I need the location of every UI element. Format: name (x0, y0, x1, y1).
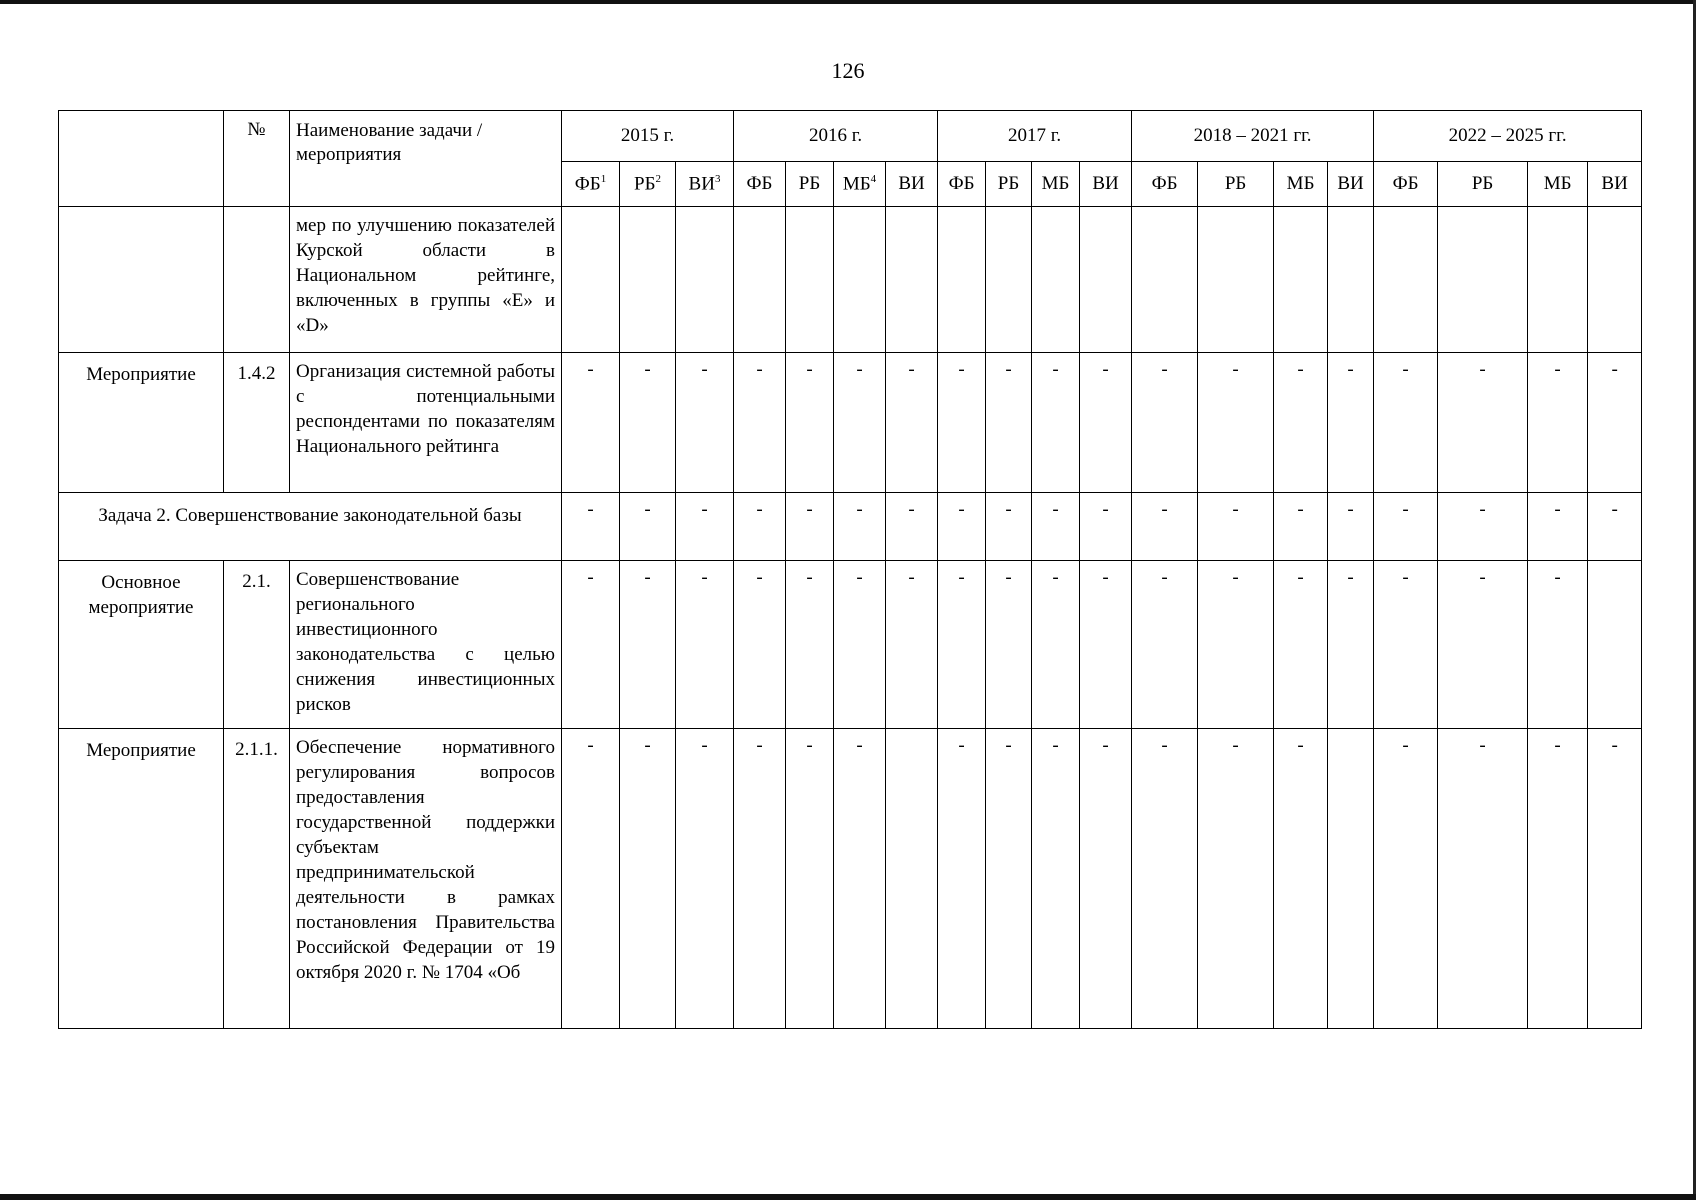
funding-value: - (676, 729, 734, 1029)
source-label: ВИ (1601, 173, 1628, 194)
header-source-15 (1374, 162, 1438, 207)
funding-value (1588, 207, 1642, 353)
footnote-marker: 3 (714, 172, 721, 185)
source-label: ФБ (746, 173, 773, 194)
event-name: Обеспечение нормативного регулирования вопросов предоставления государственной поддержки субъектам предпринимательской деятельности в рамках постановления Правительства Российской Федерации от 19 октября 2020 г. № 1704 «Об (290, 729, 562, 1029)
event-number: 2.1.1. (224, 729, 290, 1029)
header-source-1 (620, 162, 676, 207)
source-label: РБ (1224, 173, 1247, 194)
funding-value: - (1374, 729, 1438, 1029)
funding-value: - (786, 561, 834, 729)
header-source-3 (734, 162, 786, 207)
funding-value (1438, 207, 1528, 353)
funding-value: - (986, 561, 1032, 729)
funding-value: - (1528, 493, 1588, 561)
funding-value: - (1588, 493, 1642, 561)
funding-value: - (938, 561, 986, 729)
header-kind-cell (59, 111, 224, 207)
funding-value: - (1198, 729, 1274, 1029)
header-number: № (224, 111, 290, 207)
funding-value: - (1132, 493, 1198, 561)
funding-value: - (1438, 493, 1528, 561)
table-row (59, 561, 1642, 729)
header-source-2 (676, 162, 734, 207)
funding-value: - (1032, 729, 1080, 1029)
header-year-2022-2025: 2022 – 2025 гг. (1374, 111, 1642, 162)
header-source-16 (1438, 162, 1528, 207)
funding-value: - (562, 493, 620, 561)
funding-value: - (1274, 493, 1328, 561)
funding-value: - (938, 493, 986, 561)
funding-value: - (786, 353, 834, 493)
header-source-18 (1588, 162, 1642, 207)
source-label: ФБ (948, 173, 975, 194)
header-source-12 (1198, 162, 1274, 207)
header-year-2017: 2017 г. (938, 111, 1132, 162)
funding-value: - (834, 561, 886, 729)
header-source-14 (1328, 162, 1374, 207)
funding-value (1374, 207, 1438, 353)
header-source-0 (562, 162, 620, 207)
funding-value: - (1032, 493, 1080, 561)
table-row (59, 493, 1642, 561)
funding-value: - (620, 353, 676, 493)
header-source-4 (786, 162, 834, 207)
funding-value (620, 207, 676, 353)
event-number: 2.1. (224, 561, 290, 729)
funding-value: - (676, 561, 734, 729)
funding-value: - (1274, 353, 1328, 493)
funding-value (1032, 207, 1080, 353)
funding-value (1080, 207, 1132, 353)
header-year-2015: 2015 г. (562, 111, 734, 162)
funding-value: - (620, 729, 676, 1029)
funding-value (734, 207, 786, 353)
funding-value (1528, 207, 1588, 353)
funding-value: - (938, 729, 986, 1029)
footnote-marker: 2 (655, 172, 661, 185)
funding-value: - (834, 729, 886, 1029)
funding-value: - (1438, 561, 1528, 729)
funding-value: - (676, 353, 734, 493)
funding-value: - (1080, 561, 1132, 729)
funding-value: - (1528, 353, 1588, 493)
header-source-11 (1132, 162, 1198, 207)
source-label: МБ (1041, 173, 1070, 194)
header-source-6 (886, 162, 938, 207)
source-label: ВИ (898, 173, 925, 194)
funding-value (1198, 207, 1274, 353)
source-label: ВИ (688, 173, 715, 195)
funding-value: - (886, 493, 938, 561)
funding-value: - (1328, 561, 1374, 729)
table-header (59, 111, 1642, 207)
funding-value: - (1274, 561, 1328, 729)
header-year-2018-2021: 2018 – 2021 гг. (1132, 111, 1374, 162)
source-label: РБ (997, 173, 1020, 194)
funding-value (938, 207, 986, 353)
funding-value: - (562, 561, 620, 729)
funding-value: - (986, 493, 1032, 561)
funding-value: - (1438, 729, 1528, 1029)
funding-value: - (1328, 353, 1374, 493)
scan-edge-top (0, 0, 1696, 4)
source-label: РБ (1471, 173, 1494, 194)
event-kind: Основное мероприятие (59, 561, 224, 729)
funding-value (1588, 561, 1642, 729)
funding-value: - (1198, 353, 1274, 493)
funding-value (676, 207, 734, 353)
source-label: МБ (1286, 173, 1315, 194)
funding-value (886, 207, 938, 353)
funding-value: - (886, 353, 938, 493)
event-name: Совершенствование регионального инвестиционного законодательства с целью снижения инвестиционных рисков (290, 561, 562, 729)
table-row (59, 729, 1642, 1029)
funding-value: - (1080, 493, 1132, 561)
funding-value (1328, 729, 1374, 1029)
header-row-years (59, 111, 1642, 162)
header-source-8 (986, 162, 1032, 207)
event-kind (59, 207, 224, 353)
budget-table (58, 110, 1642, 1029)
funding-value (786, 207, 834, 353)
footnote-marker: 4 (870, 172, 877, 185)
source-label: РБ (798, 173, 821, 194)
funding-value: - (1528, 561, 1588, 729)
source-label: ВИ (1092, 173, 1119, 194)
table-body (59, 207, 1642, 1029)
funding-value: - (786, 493, 834, 561)
funding-value: - (1588, 353, 1642, 493)
event-number (224, 207, 290, 353)
event-kind: Мероприятие (59, 353, 224, 493)
source-label: ФБ (1392, 173, 1419, 194)
funding-value (1328, 207, 1374, 353)
funding-value (886, 729, 938, 1029)
header-source-9 (1032, 162, 1080, 207)
source-label: МБ (842, 173, 871, 195)
funding-value: - (1274, 729, 1328, 1029)
funding-value: - (1132, 561, 1198, 729)
funding-value: - (620, 493, 676, 561)
funding-value: - (1032, 561, 1080, 729)
funding-value: - (1374, 353, 1438, 493)
funding-value: - (886, 561, 938, 729)
funding-value: - (1032, 353, 1080, 493)
funding-value: - (834, 493, 886, 561)
table-row (59, 353, 1642, 493)
funding-value (834, 207, 886, 353)
event-number: 1.4.2 (224, 353, 290, 493)
scan-edge-bottom (0, 1194, 1696, 1200)
footnote-marker: 1 (600, 172, 607, 185)
funding-value: - (986, 353, 1032, 493)
funding-value: - (786, 729, 834, 1029)
funding-value (1274, 207, 1328, 353)
funding-value: - (734, 729, 786, 1029)
funding-value: - (1374, 493, 1438, 561)
funding-value: - (1374, 561, 1438, 729)
funding-value: - (734, 353, 786, 493)
source-label: МБ (1543, 173, 1572, 194)
header-source-17 (1528, 162, 1588, 207)
funding-value (986, 207, 1032, 353)
funding-value: - (1328, 493, 1374, 561)
header-source-13 (1274, 162, 1328, 207)
funding-value: - (1198, 561, 1274, 729)
funding-value: - (1438, 353, 1528, 493)
funding-value: - (938, 353, 986, 493)
event-name: Организация системной работы с потенциальными респондентами по показателям Национального рейтинга (290, 353, 562, 493)
funding-value: - (1132, 729, 1198, 1029)
funding-value: - (1198, 493, 1274, 561)
funding-value: - (834, 353, 886, 493)
header-source-10 (1080, 162, 1132, 207)
header-task-name: Наименование задачи / мероприятия (290, 111, 562, 207)
funding-value: - (676, 493, 734, 561)
task-title: Задача 2. Совершенствование законодательной базы (59, 493, 562, 561)
table-row (59, 207, 1642, 353)
source-label: РБ (634, 173, 656, 195)
source-label: ФБ (1151, 173, 1178, 194)
funding-value: - (986, 729, 1032, 1029)
header-year-2016: 2016 г. (734, 111, 938, 162)
funding-value (562, 207, 620, 353)
event-kind: Мероприятие (59, 729, 224, 1029)
funding-value: - (562, 729, 620, 1029)
funding-value: - (1080, 353, 1132, 493)
event-name: мер по улучшению показателей Курской области в Национальном рейтинге, включенных в группы «E» и «D» (290, 207, 562, 353)
source-label: ФБ (574, 173, 601, 195)
funding-value: - (1528, 729, 1588, 1029)
funding-value: - (562, 353, 620, 493)
funding-value: - (1132, 353, 1198, 493)
source-label: ВИ (1337, 173, 1364, 194)
page-number: 126 (831, 58, 865, 83)
funding-value (1132, 207, 1198, 353)
header-source-7 (938, 162, 986, 207)
funding-value: - (620, 561, 676, 729)
funding-value: - (734, 493, 786, 561)
header-source-5 (834, 162, 886, 207)
funding-value: - (734, 561, 786, 729)
funding-value: - (1588, 729, 1642, 1029)
funding-value: - (1080, 729, 1132, 1029)
